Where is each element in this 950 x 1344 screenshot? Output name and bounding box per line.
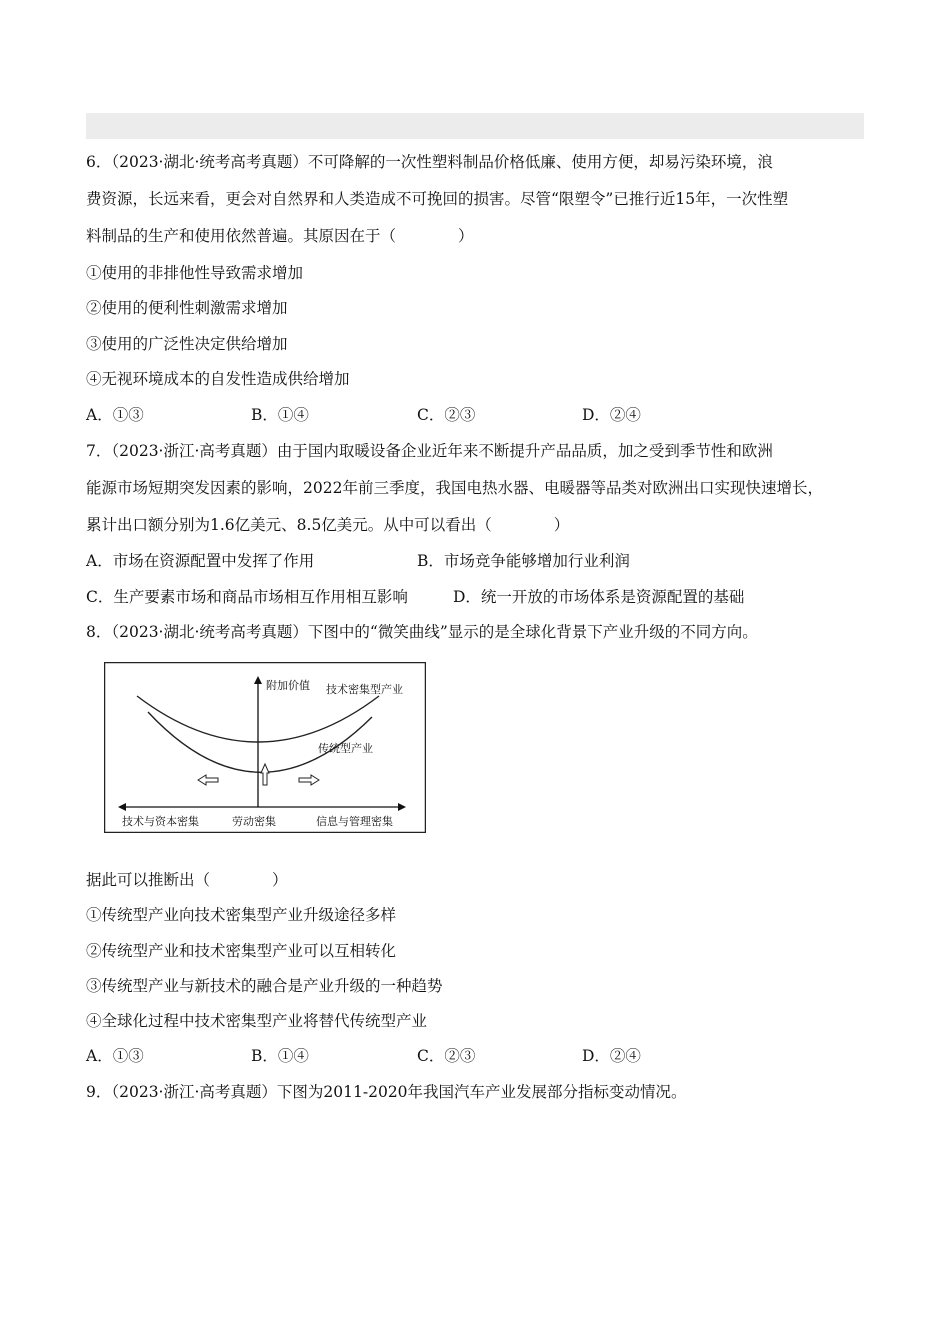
q8-option-d[interactable]: D．②④ <box>582 1047 641 1065</box>
q7-option-c[interactable]: C．生产要素市场和商品市场相互作用相互影响 <box>86 588 408 606</box>
q7-line-1: 7．（2023·浙江·高考真题）由于国内取暖设备企业近年来不断提升产品品质，加之受到季节性和欧洲 <box>86 442 773 460</box>
q6-line-1: 6．（2023·湖北·统考高考真题）不可降解的一次性塑料制品价格低廉、使用方便，却易污染环境，浪 <box>86 153 773 171</box>
x-left-label: 技术与资本密集 <box>122 815 199 828</box>
q8-option-a[interactable]: A．①③ <box>86 1047 144 1065</box>
q7-option-b[interactable]: B．市场竞争能够增加行业利润 <box>417 552 630 570</box>
q7-line-2: 能源市场短期突发因素的影响，2022年前三季度，我国电热水器、电暖器等品类对欧洲出口实现快速增长， <box>86 479 823 497</box>
q9-line-1: 9．（2023·浙江·高考真题）下图为2011-2020年我国汽车产业发展部分指标变动情况。 <box>86 1083 687 1101</box>
q6-option-c[interactable]: C．②③ <box>417 406 476 424</box>
q6-item-3: ③使用的广泛性决定供给增加 <box>86 335 288 353</box>
q6-option-d[interactable]: D．②④ <box>582 406 641 424</box>
q7-option-d[interactable]: D．统一开放的市场体系是资源配置的基础 <box>453 588 745 606</box>
header-bar <box>86 113 864 139</box>
x-right-label: 信息与管理密集 <box>316 815 393 828</box>
q6-item-1: ①使用的非排他性导致需求增加 <box>86 264 304 282</box>
q8-line-1: 8．（2023·湖北·统考高考真题）下图中的“微笑曲线”显示的是全球化背景下产业升级的不同方向。 <box>86 623 758 641</box>
q6-option-a[interactable]: A．①③ <box>86 406 144 424</box>
q7-line-3: 累计出口额分别为1.6亿美元、8.5亿美元。从中可以看出（ ） <box>86 516 570 534</box>
q6-item-2: ②使用的便利性刺激需求增加 <box>86 299 288 317</box>
q8-item-4: ④全球化过程中技术密集型产业将替代传统型产业 <box>86 1012 428 1030</box>
q6-item-4: ④无视环境成本的自发性造成供给增加 <box>86 370 350 388</box>
q8-option-c[interactable]: C．②③ <box>417 1047 476 1065</box>
q8-item-3: ③传统型产业与新技术的融合是产业升级的一种趋势 <box>86 977 443 995</box>
q6-option-b[interactable]: B．①④ <box>251 406 309 424</box>
q8-option-b[interactable]: B．①④ <box>251 1047 309 1065</box>
q6-line-2: 费资源，长远来看，更会对自然界和人类造成不可挽回的损害。尽管“限塑令”已推行近15年，一次性塑 <box>86 190 789 208</box>
y-axis-label: 附加价值 <box>266 679 310 692</box>
smile-curve-figure <box>104 662 426 833</box>
x-center-label: 劳动密集 <box>232 815 276 828</box>
q6-line-3: 料制品的生产和使用依然普遍。其原因在于（ ） <box>86 227 474 245</box>
q7-option-a[interactable]: A．市场在资源配置中发挥了作用 <box>86 552 315 570</box>
upper-curve-label: 技术密集型产业 <box>326 683 403 696</box>
q8-item-1: ①传统型产业向技术密集型产业升级途径多样 <box>86 906 397 924</box>
q8-item-2: ②传统型产业和技术密集型产业可以互相转化 <box>86 942 397 960</box>
q8-prompt: 据此可以推断出（ ） <box>86 871 288 889</box>
lower-curve-label: 传统型产业 <box>318 742 373 755</box>
